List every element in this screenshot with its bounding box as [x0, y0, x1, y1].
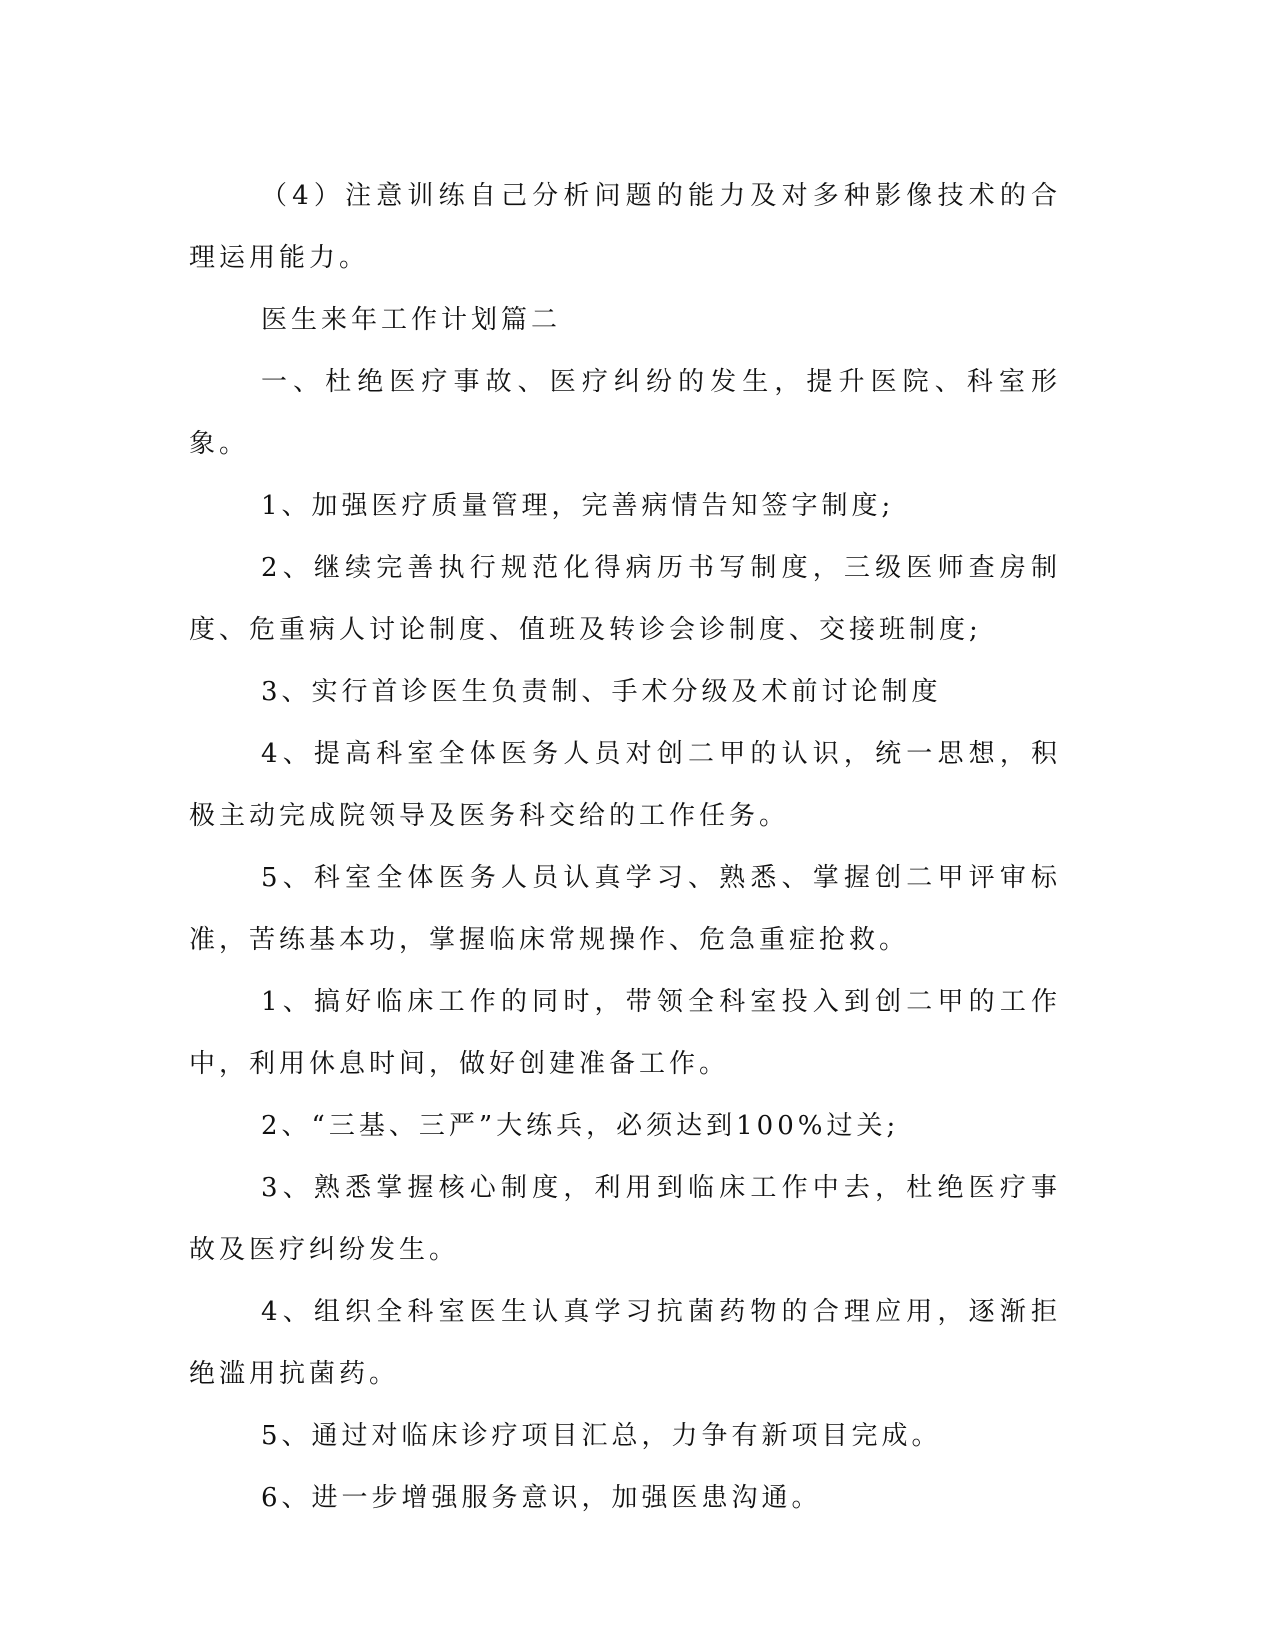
list-item: 6、进一步增强服务意识，加强医患沟通。: [261, 1483, 822, 1513]
list-item: 1、搞好临床工作的同时，带领全科室投入到创二甲的工作中，利用休息时间，做好创建准备工作。: [189, 987, 1061, 1079]
section-heading: 医生来年工作计划篇二: [261, 305, 562, 335]
document-body: [189, 165, 1061, 1529]
list-item: 5、通过对临床诊疗项目汇总，力争有新项目完成。: [261, 1421, 942, 1451]
list-item: 2、“三基、三严”大练兵，必须达到100%过关;: [261, 1111, 900, 1141]
list-item: 3、熟悉掌握核心制度，利用到临床工作中去，杜绝医疗事故及医疗纠纷发生。: [189, 1173, 1061, 1265]
paragraph-1: （4）注意训练自己分析问题的能力及对多种影像技术的合理运用能力。: [189, 181, 1061, 273]
list-item: 5、科室全体医务人员认真学习、熟悉、掌握创二甲评审标准，苦练基本功，掌握临床常规操作、危急重症抢救。: [189, 863, 1061, 955]
paragraph-3: 一、杜绝医疗事故、医疗纠纷的发生，提升医院、科室形象。: [189, 367, 1061, 459]
list-item: 4、提高科室全体医务人员对创二甲的认识，统一思想，积极主动完成院领导及医务科交给的工作任务。: [189, 739, 1061, 831]
list-item: 2、继续完善执行规范化得病历书写制度，三级医师查房制度、危重病人讨论制度、值班及转诊会诊制度、交接班制度;: [189, 553, 1061, 645]
list-item: 4、组织全科室医生认真学习抗菌药物的合理应用，逐渐拒绝滥用抗菌药。: [189, 1297, 1061, 1389]
list-item: 3、实行首诊医生负责制、手术分级及术前讨论制度: [261, 677, 942, 707]
list-item: 1、加强医疗质量管理，完善病情告知签字制度;: [261, 491, 895, 521]
